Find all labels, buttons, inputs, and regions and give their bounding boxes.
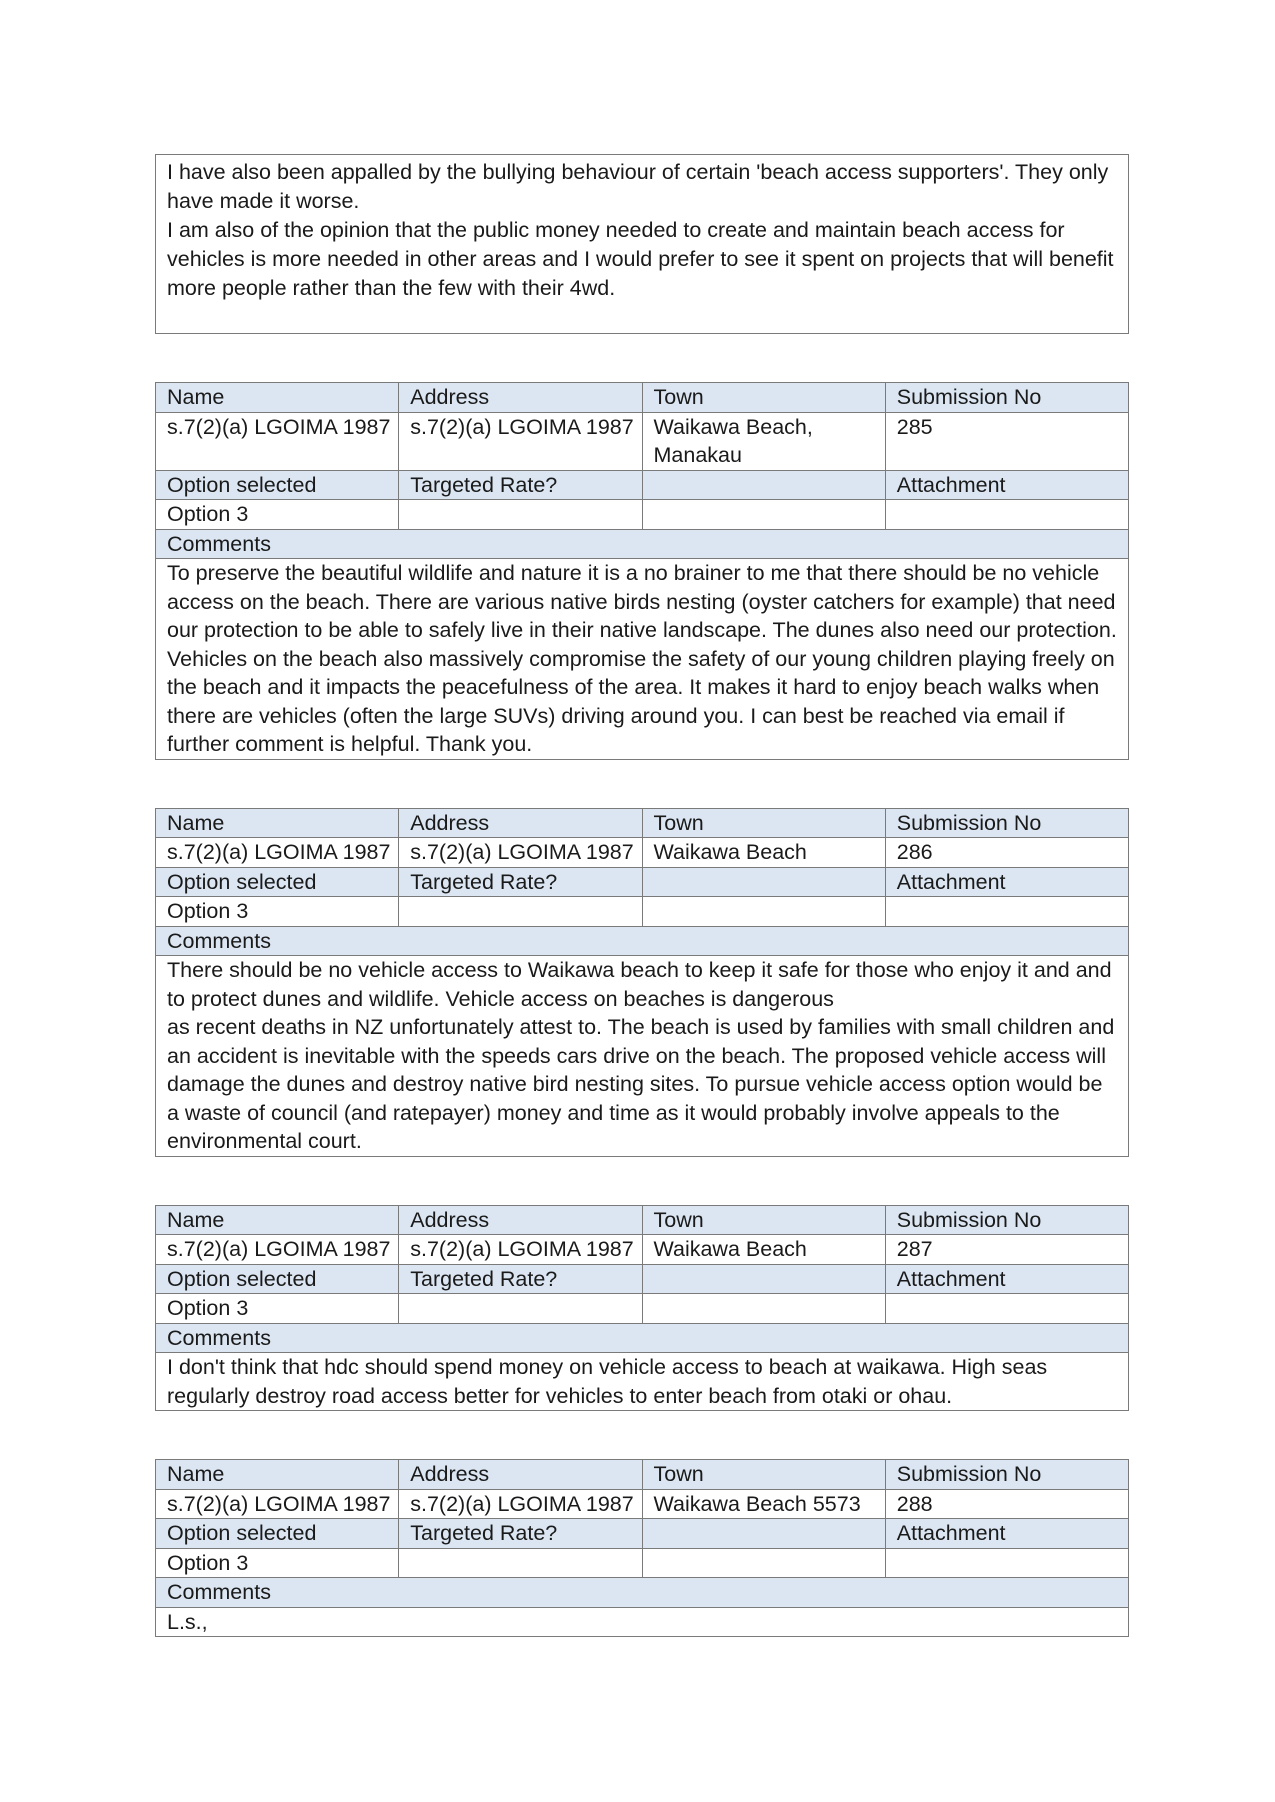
submission-table [155,382,1129,760]
comments-label: Comments [156,1323,1129,1353]
address-label: Address [399,1205,642,1235]
attachment-value [885,1548,1128,1578]
option-value-row [156,500,1129,530]
name-label: Name [156,383,399,413]
submission-no-value: 288 [885,1489,1128,1519]
comments-label: Comments [156,1578,1129,1608]
option-selected-label: Option selected [156,470,399,500]
option-selected-label: Option selected [156,1264,399,1294]
targeted-rate-label: Targeted Rate? [399,867,642,897]
option-header-row [156,1264,1129,1294]
option-value-row [156,1294,1129,1324]
comments-text: L.s., [156,1607,1129,1637]
attachment-value [885,897,1128,927]
submission-table [155,808,1129,1157]
targeted-rate-value [399,897,642,927]
submission-table [155,1459,1129,1637]
header-row [156,808,1129,838]
empty-cell [642,867,885,897]
town-value: Waikawa Beach [642,838,885,868]
address-value: s.7(2)(a) LGOIMA 1987 [399,412,642,470]
option-selected-label: Option selected [156,1519,399,1549]
targeted-rate-value [399,500,642,530]
empty-cell [642,1519,885,1549]
header-row [156,383,1129,413]
comments-header-row [156,926,1129,956]
comments-text: There should be no vehicle access to Waikawa beach to keep it safe for those who enjoy it and and to protect dunes and wildlife. Vehicle access on beaches is dangerous as recent deaths in NZ unfortunately attest to. The beach is used by families with small children and an accident is inevitable with the speeds cars drive on the beach. The proposed vehicle access will damage the dunes and destroy native bird nesting sites. To pursue vehicle access option would be a waste of council (and ratepayer) money and time as it would probably involve appeals to the environmental court. [156,956,1129,1157]
comments-header-row [156,1323,1129,1353]
town-label: Town [642,1460,885,1490]
attachment-label: Attachment [885,1519,1128,1549]
comments-row [156,559,1129,760]
option-value-row [156,897,1129,927]
option-header-row [156,867,1129,897]
header-row [156,1205,1129,1235]
submission-no-value: 287 [885,1235,1128,1265]
comments-text: To preserve the beautiful wildlife and nature it is a no brainer to me that there should be no vehicle access on the beach. There are various native birds nesting (oyster catchers for example) that need our protection to be able to safely live in their native landscape. The dunes also need our protection. Vehicles on the beach also massively compromise the safety of our young children playing freely on the beach and it impacts the peacefulness of the area. It makes it hard to enjoy beach walks when there are vehicles (often the large SUVs) driving around you. I can best be reached via email if further comment is helpful. Thank you. [156,559,1129,760]
comments-label: Comments [156,529,1129,559]
address-value: s.7(2)(a) LGOIMA 1987 [399,1235,642,1265]
name-label: Name [156,1460,399,1490]
comments-header-row [156,529,1129,559]
name-value: s.7(2)(a) LGOIMA 1987 [156,1489,399,1519]
attachment-label: Attachment [885,867,1128,897]
comments-header-row [156,1578,1129,1608]
option-header-row [156,1519,1129,1549]
name-label: Name [156,1205,399,1235]
attachment-label: Attachment [885,1264,1128,1294]
town-value: Waikawa Beach, Manakau [642,412,885,470]
empty-cell [642,1264,885,1294]
targeted-rate-value [399,1548,642,1578]
town-label: Town [642,808,885,838]
submission-no-label: Submission No [885,383,1128,413]
name-value: s.7(2)(a) LGOIMA 1987 [156,412,399,470]
submission-no-label: Submission No [885,808,1128,838]
value-row [156,1235,1129,1265]
value-row [156,838,1129,868]
attachment-value [885,500,1128,530]
empty-cell [642,1548,885,1578]
option-value: Option 3 [156,897,399,927]
attachment-label: Attachment [885,470,1128,500]
town-label: Town [642,383,885,413]
option-value: Option 3 [156,1294,399,1324]
address-value: s.7(2)(a) LGOIMA 1987 [399,1489,642,1519]
option-value: Option 3 [156,1548,399,1578]
address-label: Address [399,808,642,838]
town-value: Waikawa Beach 5573 [642,1489,885,1519]
value-row [156,1489,1129,1519]
name-value: s.7(2)(a) LGOIMA 1987 [156,838,399,868]
address-label: Address [399,383,642,413]
previous-comment-continuation [155,154,1129,334]
address-label: Address [399,1460,642,1490]
targeted-rate-label: Targeted Rate? [399,1519,642,1549]
comments-row [156,1353,1129,1411]
submission-no-value: 285 [885,412,1128,470]
comments-text: I don't think that hdc should spend money on vehicle access to beach at waikawa. High seas regularly destroy road access better for vehicles to enter beach from otaki or ohau. [156,1353,1129,1411]
targeted-rate-label: Targeted Rate? [399,1264,642,1294]
comment-paragraph: I am also of the opinion that the public money needed to create and maintain beach access for vehicles is more needed in other areas and I would prefer to see it spent on projects that will benefit more people rather than the few with their 4wd. [167,218,1114,300]
header-row [156,1460,1129,1490]
option-value: Option 3 [156,500,399,530]
comment-paragraph: I have also been appalled by the bullying behaviour of certain 'beach access supporters'. They only have made it worse. [167,160,1109,213]
empty-cell [642,1294,885,1324]
empty-cell [642,500,885,530]
name-value: s.7(2)(a) LGOIMA 1987 [156,1235,399,1265]
comments-label: Comments [156,926,1129,956]
town-value: Waikawa Beach [642,1235,885,1265]
submission-table [155,1205,1129,1412]
address-value: s.7(2)(a) LGOIMA 1987 [399,838,642,868]
submission-no-label: Submission No [885,1205,1128,1235]
comments-row [156,1607,1129,1637]
submission-no-label: Submission No [885,1460,1128,1490]
empty-cell [642,897,885,927]
submission-no-value: 286 [885,838,1128,868]
option-header-row [156,470,1129,500]
name-label: Name [156,808,399,838]
targeted-rate-value [399,1294,642,1324]
document-page [155,154,1129,1637]
town-label: Town [642,1205,885,1235]
empty-cell [642,470,885,500]
attachment-value [885,1294,1128,1324]
value-row [156,412,1129,470]
targeted-rate-label: Targeted Rate? [399,470,642,500]
option-value-row [156,1548,1129,1578]
option-selected-label: Option selected [156,867,399,897]
comments-row [156,956,1129,1157]
